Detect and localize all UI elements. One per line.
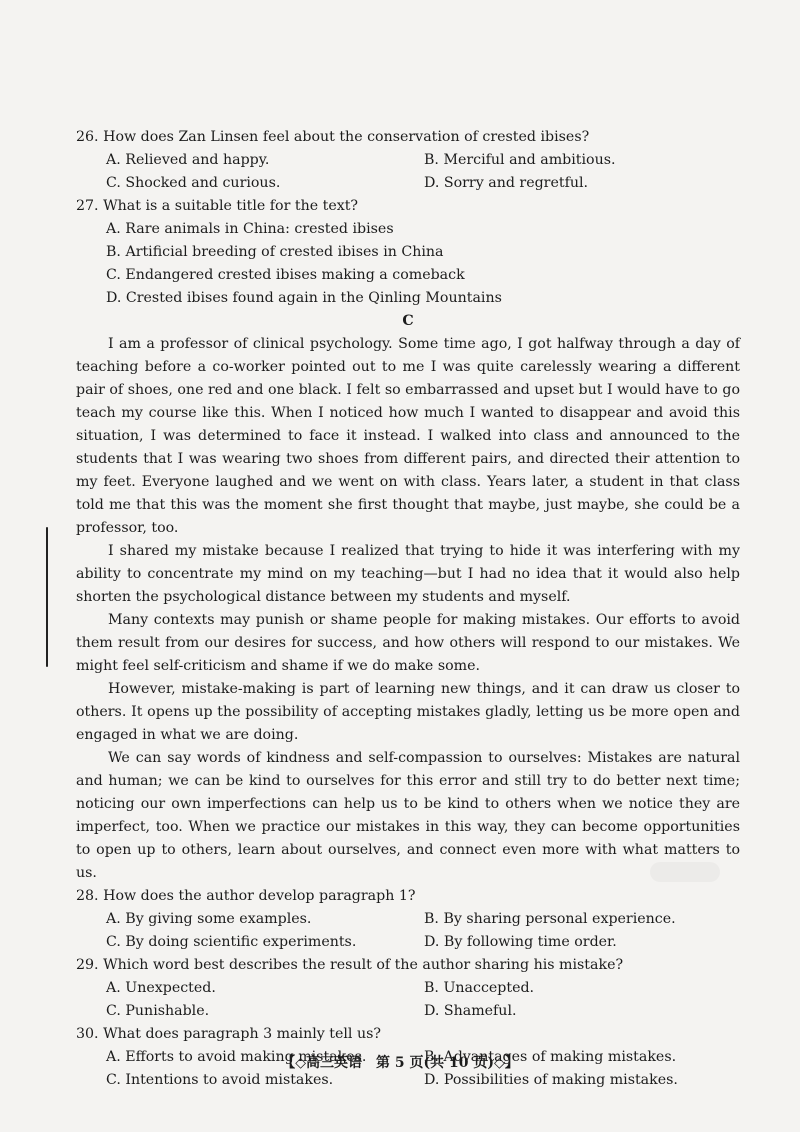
passage-paragraph-1: I am a professor of clinical psychology. Some time ago, I got halfway through a day of teaching before a co-worker pointed out to me I was quite carelessly wearing a different pair of shoes, one red and one black. I felt so embarrassed and upset but I would have to go teach my course like this. When I noticed how much I wanted to disappear and avoid this situation, I was determined to face it instead. I walked into class and announced to the students that I was wearing two shoes from different pairs, and directed their attention to my feet. Everyone laughed and we went on with class. Years later, a student in that class told me that this was the moment she first thought that maybe, just maybe, she could be a professor, too. <box>76 336 740 536</box>
option-b: B. Artificial breeding of crested ibises in China <box>106 244 444 260</box>
question-stem: 27. What is a suitable title for the text? <box>76 198 359 214</box>
passage-paragraph-3: Many contexts may punish or shame people for making mistakes. Our efforts to avoid them result from our desires for success, and how others will respond to our mistakes. We might feel self-criticism and shame if we do make some. <box>76 612 740 674</box>
page-footer: 【◇高三英语 第 5 页(共 10 页)◇】 <box>281 1055 519 1071</box>
question-stem: 28. How does the author develop paragraph 1? <box>76 888 416 904</box>
option-c: C. Punishable. <box>106 1003 210 1019</box>
option-c: C. Intentions to avoid mistakes. <box>106 1072 334 1088</box>
option-d: D. Crested ibises found again in the Qinling Mountains <box>106 290 502 306</box>
passage <box>76 333 740 885</box>
section-heading: C <box>402 313 414 329</box>
option-d: D. Sorry and regretful. <box>424 175 589 191</box>
option-b: B. By sharing personal experience. <box>424 911 676 927</box>
option-d: D. Shameful. <box>424 1003 517 1019</box>
option-d: D. By following time order. <box>424 934 617 950</box>
options <box>76 908 740 954</box>
option-c: C. Endangered crested ibises making a comeback <box>106 267 465 283</box>
question-stem: 29. Which word best describes the result of the author sharing his mistake? <box>76 957 624 973</box>
question-stem: 30. What does paragraph 3 mainly tell us? <box>76 1026 381 1042</box>
option-a: A. Rare animals in China: crested ibises <box>106 221 394 237</box>
question-29 <box>76 954 740 1023</box>
option-a: A. Unexpected. <box>106 980 216 996</box>
question-26 <box>76 126 740 195</box>
option-b: B. Advantages of making mistakes. <box>424 1049 677 1065</box>
question-28 <box>76 885 740 954</box>
page-content <box>76 126 740 1092</box>
passage-paragraph-2: I shared my mistake because I realized that trying to hide it was interfering with my ability to concentrate my mind on my teaching—but I had no idea that it would also help shorten the psychological distance between my students and myself. <box>76 543 740 605</box>
options <box>76 977 740 1023</box>
margin-pen-mark <box>46 527 48 667</box>
options <box>76 218 740 310</box>
passage-paragraph-4: However, mistake-making is part of learning new things, and it can draw us closer to others. It opens up the possibility of accepting mistakes gladly, letting us be more open and engaged in what we are doing. <box>76 681 740 743</box>
question-stem: 26. How does Zan Linsen feel about the conservation of crested ibises? <box>76 129 590 145</box>
question-27 <box>76 195 740 310</box>
options <box>76 149 740 195</box>
option-c: C. Shocked and curious. <box>106 175 281 191</box>
option-a: A. Efforts to avoid making mistakes. <box>106 1049 367 1065</box>
option-a: A. Relieved and happy. <box>106 152 270 168</box>
option-b: B. Unaccepted. <box>424 980 535 996</box>
option-b: B. Merciful and ambitious. <box>424 152 616 168</box>
option-c: C. By doing scientific experiments. <box>106 934 357 950</box>
option-d: D. Possibilities of making mistakes. <box>424 1072 678 1088</box>
passage-paragraph-5: We can say words of kindness and self-compassion to ourselves: Mistakes are natural and human; we can be kind to ourselves for this error and still try to do better next time; noticing our own imperfections can help us to be kind to others when we notice they are imperfect, too. When we practice our mistakes in this way, they can become opportunities to open up to others, learn about ourselves, and connect even more with what matters to us. <box>76 750 740 881</box>
option-a: A. By giving some examples. <box>106 911 312 927</box>
